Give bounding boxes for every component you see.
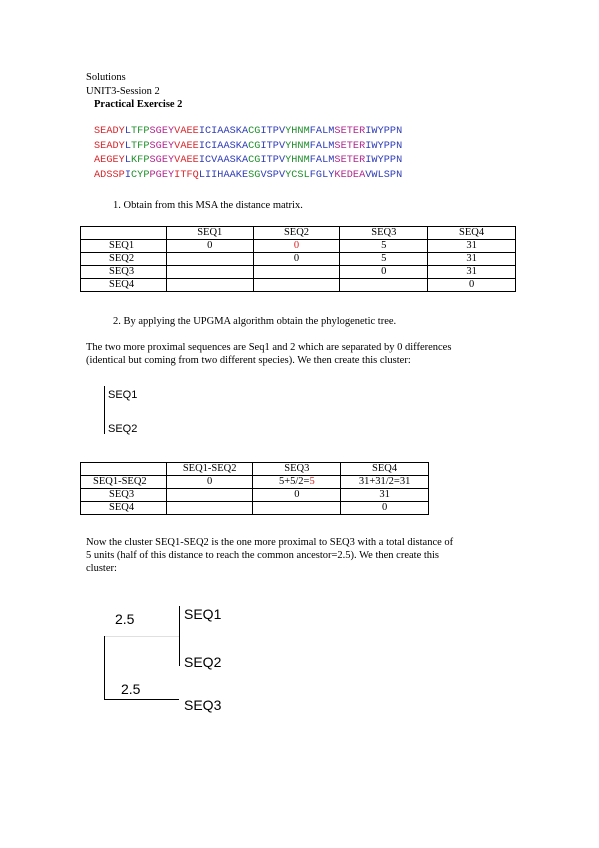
- msa-residue-segment: TFP: [131, 141, 150, 152]
- msa-residue-segment: YCSL: [285, 170, 310, 181]
- table-row: [81, 253, 516, 266]
- msa-residue-segment: TFP: [131, 126, 150, 137]
- tree-2-connector: [104, 636, 179, 637]
- column-header: [81, 227, 167, 240]
- header-unit: UNIT3-Session 2: [86, 86, 160, 97]
- msa-sequence-line: [94, 170, 402, 182]
- paragraph-1-line-2: (identical but coming from two different species). We then create this cluster:: [86, 355, 411, 366]
- column-header: [81, 463, 167, 476]
- msa-residue-segment: FGLY: [309, 170, 335, 181]
- msa-sequence-line: [94, 155, 402, 167]
- table-row: [81, 266, 516, 279]
- column-header: SEQ1: [166, 227, 253, 240]
- column-header: SEQ2: [253, 227, 340, 240]
- msa-residue-segment: ICVAASKA: [198, 155, 249, 166]
- table-cell: 0: [253, 240, 340, 253]
- msa-residue-segment: PGEY: [149, 170, 175, 181]
- msa-residue-segment: VSPV: [260, 170, 286, 181]
- tree-2-seq3-branch: [104, 699, 179, 700]
- msa-residue-segment: SGEY: [149, 141, 175, 152]
- question-1: 1. Obtain from this MSA the distance matrix.: [113, 200, 303, 211]
- msa-residue-segment: SG: [248, 170, 261, 181]
- msa-residue-segment: FALM: [309, 141, 335, 152]
- msa-residue-segment: SGEY: [149, 155, 175, 166]
- table-cell: 0: [340, 266, 428, 279]
- msa-residue-segment: IWYPPN: [365, 126, 403, 137]
- msa-residue-segment: ITPV: [260, 141, 286, 152]
- tree-2-leaf-seq2: SEQ2: [184, 654, 222, 670]
- table-cell: [166, 253, 253, 266]
- table-row: [81, 489, 429, 502]
- formula-text: 5+5/2=: [278, 476, 310, 487]
- column-header: SEQ3: [253, 463, 341, 476]
- table-cell: 0: [253, 489, 341, 502]
- tree-2-root-branch: [104, 636, 105, 700]
- column-header: SEQ1-SEQ2: [166, 463, 253, 476]
- table-row: [81, 279, 516, 292]
- tree-1-leaf-seq2: SEQ2: [108, 423, 138, 435]
- msa-residue-segment: YHNM: [285, 155, 310, 166]
- table-cell: 5: [340, 253, 428, 266]
- row-label: SEQ4: [81, 502, 167, 515]
- msa-residue-segment: VAEE: [174, 155, 199, 166]
- question-2: 2. By applying the UPGMA algorithm obtain the phylogenetic tree.: [113, 316, 397, 327]
- msa-residue-segment: SEADY: [94, 126, 125, 137]
- table-cell: [340, 279, 428, 292]
- msa-residue-segment: KFP: [131, 155, 150, 166]
- table-cell: [253, 279, 340, 292]
- msa-residue-segment: CG: [248, 155, 261, 166]
- paragraph-2-line-2: 5 units (half of this distance to reach the common ancestor=2.5). We then create this: [86, 550, 440, 561]
- table-cell: 0: [166, 240, 253, 253]
- msa-residue-segment: ITPV: [260, 155, 286, 166]
- msa-residue-segment: VAEE: [174, 141, 199, 152]
- table-cell: 5: [340, 240, 428, 253]
- row-label: SEQ2: [81, 253, 167, 266]
- table-cell: [253, 266, 340, 279]
- paragraph-1-line-1: The two more proximal sequences are Seq1 and 2 which are separated by 0 differences: [86, 342, 452, 353]
- table-cell: 0: [428, 279, 516, 292]
- table-cell: [253, 502, 341, 515]
- table-cell: 0: [166, 476, 253, 489]
- msa-residue-segment: L: [124, 155, 131, 166]
- table-header-row: [81, 463, 429, 476]
- msa-residue-segment: SGEY: [149, 126, 175, 137]
- cluster-distance-table: [80, 462, 429, 515]
- row-label: SEQ1-SEQ2: [81, 476, 167, 489]
- msa-residue-segment: SEADY: [94, 141, 125, 152]
- distance-matrix-table: [80, 226, 516, 292]
- msa-residue-segment: ITPV: [260, 126, 286, 137]
- table-cell: 31: [428, 240, 516, 253]
- tree-2-leaf-seq1: SEQ1: [184, 606, 222, 622]
- msa-residue-segment: IWYPPN: [365, 141, 403, 152]
- column-header: SEQ3: [340, 227, 428, 240]
- table-row: [81, 240, 516, 253]
- msa-residue-segment: ICIAASKA: [198, 141, 249, 152]
- table-cell: [166, 489, 253, 502]
- table-cell: 0: [253, 253, 340, 266]
- msa-residue-segment: IWYPPN: [365, 155, 403, 166]
- table-cell: 31: [341, 489, 429, 502]
- table-cell: 31+31/2=31: [341, 476, 429, 489]
- header-exercise: Practical Exercise 2: [94, 99, 183, 110]
- msa-residue-segment: YHNM: [285, 126, 310, 137]
- tree-1-leaf-seq1: SEQ1: [108, 389, 138, 401]
- msa-residue-segment: YHNM: [285, 141, 310, 152]
- paragraph-2-line-1: Now the cluster SEQ1-SEQ2 is the one more proximal to SEQ3 with a total distance of: [86, 537, 454, 548]
- msa-residue-segment: I: [124, 170, 131, 181]
- msa-residue-segment: ADSSP: [94, 170, 125, 181]
- table-row: [81, 502, 429, 515]
- table-header-row: [81, 227, 516, 240]
- msa-residue-segment: KEDEA: [334, 170, 366, 181]
- row-label: SEQ3: [81, 489, 167, 502]
- msa-residue-segment: VAEE: [174, 126, 199, 137]
- formula-result: 5: [309, 476, 315, 487]
- column-header: SEQ4: [341, 463, 429, 476]
- msa-residue-segment: VWLSPN: [365, 170, 403, 181]
- column-header: SEQ4: [428, 227, 516, 240]
- header-solutions: Solutions: [86, 72, 126, 83]
- msa-residue-segment: L: [124, 126, 131, 137]
- paragraph-2-line-3: cluster:: [86, 563, 117, 574]
- table-cell: 31: [428, 266, 516, 279]
- msa-sequence-line: [94, 126, 402, 138]
- msa-residue-segment: ITFQ: [174, 170, 199, 181]
- table-cell: [166, 266, 253, 279]
- tree-2-branch-label-bottom: 2.5: [121, 681, 141, 697]
- msa-residue-segment: SETER: [334, 141, 366, 152]
- row-label: SEQ3: [81, 266, 167, 279]
- table-cell: 0: [341, 502, 429, 515]
- msa-residue-segment: ICIAASKA: [198, 126, 249, 137]
- msa-sequence-line: [94, 141, 402, 153]
- msa-residue-segment: LIIHAAKE: [198, 170, 249, 181]
- tree-2-leaf-seq3: SEQ3: [184, 697, 222, 713]
- msa-residue-segment: FALM: [309, 155, 335, 166]
- table-cell: [166, 502, 253, 515]
- msa-residue-segment: SETER: [334, 126, 366, 137]
- table-cell: 31: [428, 253, 516, 266]
- tree-1-branch: [104, 386, 105, 434]
- table-row: [81, 476, 429, 489]
- msa-residue-segment: CG: [248, 141, 261, 152]
- row-label: SEQ4: [81, 279, 167, 292]
- tree-2-cluster-branch: [179, 606, 180, 666]
- msa-residue-segment: CYP: [131, 170, 150, 181]
- tree-2-branch-label-top: 2.5: [115, 611, 135, 627]
- msa-residue-segment: SETER: [334, 155, 366, 166]
- row-label: SEQ1: [81, 240, 167, 253]
- msa-residue-segment: AEGEY: [94, 155, 125, 166]
- table-cell: [166, 279, 253, 292]
- table-cell: [253, 476, 341, 489]
- msa-residue-segment: FALM: [309, 126, 335, 137]
- msa-residue-segment: CG: [248, 126, 261, 137]
- msa-residue-segment: L: [124, 141, 131, 152]
